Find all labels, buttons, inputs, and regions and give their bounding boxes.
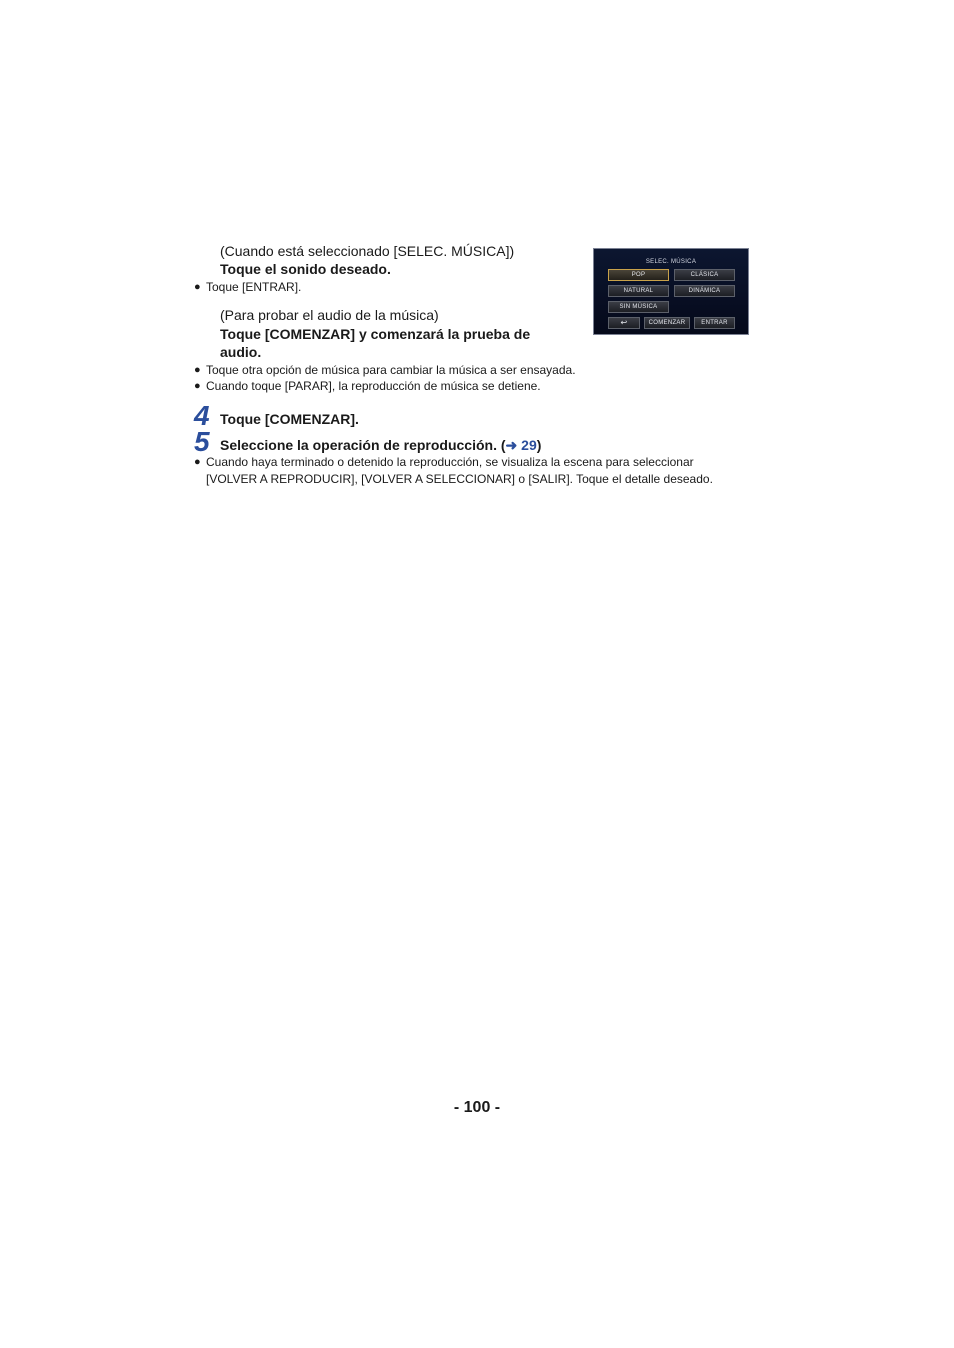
option-clasica-button[interactable]: CLÁSICA [674,269,735,281]
option-natural-button[interactable]: NATURAL [608,285,669,297]
bullet-icon: ● [194,380,201,392]
page-reference-link[interactable]: ➜ 29 [505,437,537,453]
step-4-text: Toque [COMENZAR]. [220,411,359,427]
bullet-text-line2: [VOLVER A REPRODUCIR], [VOLVER A SELECCIONAR] o [SALIR]. Toque el detalle deseado. [206,472,713,486]
bullet-text: Toque otra opción de música para cambiar la música a ser ensayada. [206,363,576,377]
bullet-item [194,279,301,295]
bullet-text: Toque [ENTRAR]. [206,280,302,294]
screen-title: SELEC. MÚSICA [645,259,697,265]
option-dinamica-button[interactable]: DINÁMICA [674,285,735,297]
context-selec-musica: (Cuando está seleccionado [SELEC. MÚSICA]) [220,243,515,259]
step-5-text [220,436,541,454]
bullet-text-line1: Cuando haya terminado o detenido la reproducción, se visualiza la escena para seleccionar [206,455,694,469]
bullet-icon: ● [194,281,201,293]
context-probar-audio: (Para probar el audio de la música) [220,307,439,323]
bullet-icon: ● [194,364,201,376]
camera-screen [593,248,749,335]
heading-comenzar-line2: audio. [220,344,262,360]
option-pop-button[interactable]: POP [608,269,669,281]
bullet-text: Cuando toque [PARAR], la reproducción de música se detiene. [206,379,541,393]
page-number: - 100 - [453,1099,501,1116]
bullet-item [194,454,713,488]
comenzar-button[interactable]: COMENZAR [644,317,690,329]
step-5-text-close: ) [536,437,542,453]
bullet-item [194,362,576,378]
heading-comenzar-line1: Toque [COMENZAR] y comenzará la prueba de [220,326,531,342]
option-sin-musica-button[interactable]: SIN MÚSICA [608,301,669,313]
entrar-button[interactable]: ENTRAR [694,317,735,329]
step-number-4: 4 [194,400,210,431]
step-5-text-main: Seleccione la operación de reproducción. ( [220,437,506,453]
bullet-icon: ● [194,456,201,468]
step-number-5: 5 [194,426,210,457]
back-icon[interactable]: ↩ [608,317,640,329]
bullet-item [194,378,541,394]
heading-toque-sonido: Toque el sonido deseado. [220,261,391,277]
bullet-text-block [206,454,713,488]
